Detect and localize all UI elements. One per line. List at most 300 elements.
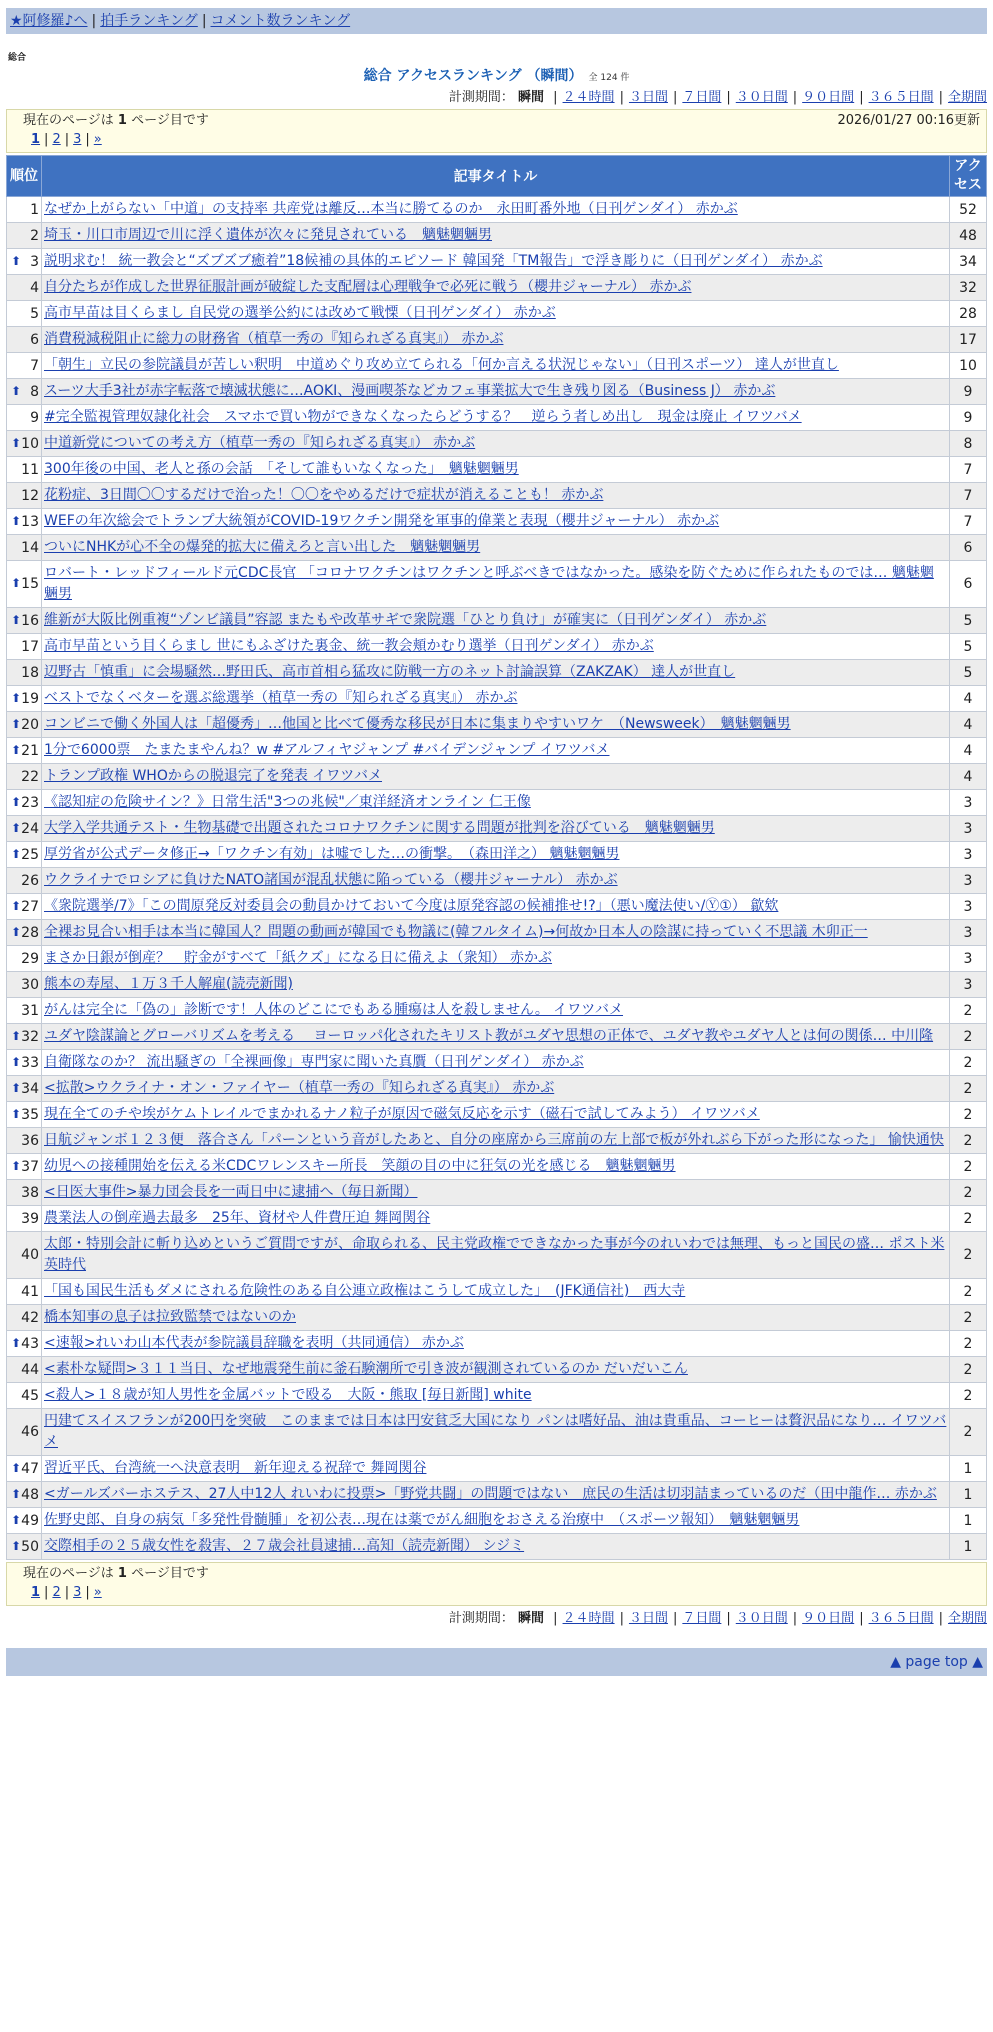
article-title-link[interactable]: 交際相手の２５歳女性を殺害、２７歳会社員逮捕…高知（読売新聞） シジミ [44, 1538, 525, 1554]
period-link[interactable]: ７日間 [682, 1611, 722, 1626]
article-title-link[interactable]: 「朝生」立民の参院議員が苦しい釈明 中道めぐり攻め立てられる「何か言える状況じゃない」（日刊スポーツ） 達人が世直し [44, 357, 839, 373]
period-link[interactable]: ９０日間 [802, 1611, 855, 1626]
article-title-link[interactable]: ユダヤ陰謀論とグローバリズムを考える ＿ヨーロッパ化されたキリスト教がユダヤ思想の正体で、ユダヤ教やユダヤ人とは何の関係… 中川隆 [44, 1028, 934, 1044]
rank-cell [7, 634, 42, 660]
period-separator: | [553, 1611, 558, 1626]
rank-number: 32 [21, 1028, 39, 1045]
article-title-link[interactable]: 《衆院選挙/7》「この間原発反対委員会の動員かけておいて今度は原発容認の候補推せ!?」（悪い魔法使い/Ⓨ①） 歙欸 [44, 898, 779, 914]
table-row [7, 223, 987, 249]
rank-number: 30 [21, 976, 39, 993]
rank-number: 29 [21, 950, 39, 967]
title-cell [42, 868, 950, 894]
table-row [7, 275, 987, 301]
rank-number: 19 [21, 690, 39, 707]
up-arrow-icon: ⬆ [11, 612, 22, 627]
rank-cell [7, 197, 42, 223]
table-row [7, 431, 987, 457]
access-count: 5 [950, 634, 987, 660]
page-link-3[interactable]: 3 [73, 1585, 82, 1600]
up-arrow-icon: ⬆ [11, 1538, 22, 1553]
rank-cell [7, 738, 42, 764]
rank-number: 18 [21, 664, 39, 681]
rank-cell [7, 920, 42, 946]
rank-number: 2 [30, 227, 39, 244]
rank-number: 46 [21, 1424, 39, 1440]
title-cell [42, 249, 950, 275]
article-title-link[interactable]: 厚労省が公式データ修正→「ワクチン有効」は嘘でした…の衝撃。 （森田洋之） 魑魅魍魎男 [44, 846, 620, 862]
article-title-link[interactable]: WEFの年次総会でトランプ大統領がCOVID-19ワクチン開発を軍事的偉業と表現（櫻井ジャーナル） 赤かぶ [44, 513, 720, 529]
period-link[interactable]: ２４時間 [562, 1611, 615, 1626]
rank-cell [7, 1180, 42, 1206]
table-row [7, 1180, 987, 1206]
table-row [7, 1357, 987, 1383]
article-title-link[interactable]: ウクライナでロシアに負けたNATO諸国が混乱状態に陥っている（櫻井ジャーナル） 赤かぶ [44, 872, 618, 888]
table-row [7, 1508, 987, 1534]
page-link-3[interactable]: 3 [73, 132, 82, 147]
access-count: 2 [950, 1279, 987, 1305]
next-page-link[interactable]: » [93, 132, 102, 147]
page-links [23, 1583, 980, 1603]
access-count: 2 [950, 1206, 987, 1232]
article-title-link[interactable]: 太郎・特別会計に斬り込めというご質問ですが、命取られる、民主党政権でできなかった事が今のれいわでは無理、もっと国民の盛… ポスト米英時代 [44, 1236, 945, 1273]
access-count: 2 [950, 1331, 987, 1357]
access-count: 5 [950, 608, 987, 634]
table-row [7, 738, 987, 764]
rank-cell [7, 868, 42, 894]
page-separator: | [44, 1585, 49, 1600]
article-title-link[interactable]: 大学入学共通テスト・生物基礎で出題されたコロナワクチンに関する問題が批判を浴びている 魑魅魍魎男 [44, 820, 715, 836]
rank-number: 6 [30, 331, 39, 348]
rank-cell [7, 1508, 42, 1534]
header-title: 記事タイトル [42, 156, 950, 197]
article-title-link[interactable]: <殺人>１８歳が知人男性を金属バットで殴る 大阪・熊取 [毎日新聞] white [44, 1387, 532, 1403]
title-cell [42, 1305, 950, 1331]
title-cell [42, 894, 950, 920]
table-row [7, 1232, 987, 1279]
title-cell [42, 1279, 950, 1305]
page-separator: | [85, 1585, 90, 1600]
period-link[interactable]: 全期間 [947, 1611, 987, 1626]
access-count: 2 [950, 1102, 987, 1128]
rank-number: 31 [21, 1002, 39, 1019]
rank-cell [7, 816, 42, 842]
up-arrow-icon: ⬆ [11, 1080, 22, 1095]
access-count: 8 [950, 431, 987, 457]
header-rank: 順位 [7, 156, 42, 197]
article-title-link[interactable]: 円建てスイスフランが200円を突破 このままでは日本は円安貧乏大国になり パンは嗜好品、油は貴重品、コーヒーは贅沢品になり… イワツバメ [44, 1413, 947, 1450]
rank-cell [7, 972, 42, 998]
title-cell [42, 1206, 950, 1232]
title-cell [42, 1024, 950, 1050]
rank-number: 13 [21, 513, 39, 530]
article-title-link[interactable]: 習近平氏、台湾統一へ決意表明 新年迎える祝辞で 舞岡関谷 [44, 1460, 427, 1476]
rank-cell [7, 483, 42, 509]
article-title-link[interactable]: 《認知症の危険サイン？》日常生活"3つの兆候"／東洋経済オンライン 仁王像 [44, 794, 531, 810]
title-cell [42, 1076, 950, 1102]
page-separator: | [64, 132, 70, 147]
rank-cell [7, 1279, 42, 1305]
page-link-1[interactable]: 1 [31, 1585, 41, 1600]
article-title-link[interactable]: 花粉症、3日間〇〇するだけで治った！〇〇をやめるだけで症状が消えることも！ 赤かぶ [44, 487, 604, 503]
title-cell [42, 379, 950, 405]
article-title-link[interactable]: 1分で6000票 たまたまやんね？w #アルフィヤジャンプ #バイデンジャンプ イワツバメ [44, 742, 610, 758]
bottom-bar [6, 1648, 987, 1676]
top-nav-bar [6, 8, 987, 34]
rank-number: 44 [21, 1361, 39, 1378]
title-cell [42, 1232, 950, 1279]
period-separator: | [859, 1611, 864, 1626]
access-count: 3 [950, 972, 987, 998]
page-link-2[interactable]: 2 [52, 1585, 61, 1600]
article-title-link[interactable]: まさか日銀が倒産？ 貯金がすべて「紙クズ」になる日に備えよ（衆知） 赤かぶ [44, 950, 553, 966]
article-title-link[interactable]: <日医大事件>暴力団会長を一両日中に逮捕へ（毎日新聞） [44, 1184, 418, 1200]
comment-ranking-link[interactable]: コメント数ランキング [210, 13, 351, 29]
period-separator: | [792, 90, 798, 105]
period-link[interactable]: ３日間 [628, 1611, 668, 1626]
period-link[interactable]: ３６５日間 [868, 1611, 934, 1626]
rank-number: 4 [30, 279, 39, 296]
next-page-link[interactable]: » [93, 1585, 102, 1600]
page-link-1[interactable]: 1 [31, 132, 41, 147]
rank-number: 22 [21, 768, 39, 785]
table-row [7, 894, 987, 920]
title-cell [42, 1508, 950, 1534]
access-count: 52 [950, 197, 987, 223]
title-cell [42, 561, 950, 608]
up-arrow-icon: ⬆ [11, 1158, 22, 1173]
up-arrow-icon: ⬆ [11, 1028, 22, 1043]
rank-cell [7, 1331, 42, 1357]
article-title-link[interactable]: がんは完全に「偽の」診断です！人体のどこにでもある腫瘍は人を殺しません。 イワツバメ [44, 1002, 624, 1018]
access-count: 7 [950, 483, 987, 509]
period-separator: | [792, 1611, 798, 1626]
period-separator: | [553, 90, 558, 105]
article-title-link[interactable]: 維新が大阪比例重複“ゾンビ議員”容認 またもや改革サギで衆院選「ひとり負け」が確実に（日刊ゲンダイ） 赤かぶ [44, 612, 767, 628]
access-count: 9 [950, 379, 987, 405]
access-count: 32 [950, 275, 987, 301]
rank-number: 38 [21, 1184, 39, 1201]
rank-number: 39 [21, 1210, 39, 1227]
title-cell [42, 1534, 950, 1560]
period-separator: | [938, 1611, 943, 1626]
table-row [7, 327, 987, 353]
up-arrow-icon: ⬆ [11, 924, 22, 939]
article-title-link[interactable]: 佐野史郎、自身の病気「多発性骨髄腫」を初公表…現在は薬でがん細胞をおさえる治療中 （スポーツ報知） 魑魅魍魎男 [44, 1512, 800, 1528]
rank-cell [7, 998, 42, 1024]
access-count: 3 [950, 946, 987, 972]
table-row [7, 764, 987, 790]
article-title-link[interactable]: ロバート・レッドフィールド元CDC長官 「コロナワクチンはワクチンと呼ぶべきではなかった。感染を防ぐために作られたものでは… 魑魅魍魎男 [44, 565, 934, 602]
period-link[interactable]: ９０日間 [802, 90, 855, 105]
article-title-link[interactable]: 高市早苗という目くらまし 世にもふざけた裏金、統一教会頬かむり選挙（日刊ゲンダイ） 赤かぶ [44, 638, 654, 654]
rank-number: 8 [30, 383, 39, 400]
table-row [7, 686, 987, 712]
rank-number: 10 [21, 435, 39, 452]
table-row [7, 249, 987, 275]
article-title-link[interactable]: <速報>れいわ山本代表が参院議員辞職を表明（共同通信） 赤かぶ [44, 1335, 464, 1351]
table-row [7, 790, 987, 816]
article-title-link[interactable]: 自衛隊なのか？ 流出騒ぎの「全裸画像」専門家に聞いた真贋（日刊ゲンダイ） 赤かぶ [44, 1054, 584, 1070]
article-title-link[interactable]: 現在全てのチや埃がケムトレイルでまかれるナノ粒子が原因で磁気反応を示す（磁石で試してみよう） イワツバメ [44, 1106, 760, 1122]
title-cell [42, 1456, 950, 1482]
rank-cell [7, 1206, 42, 1232]
rank-number: 40 [21, 1247, 39, 1263]
rank-number: 5 [30, 305, 39, 322]
rank-number: 43 [21, 1335, 39, 1352]
up-arrow-icon: ⬆ [11, 716, 22, 731]
article-title-link[interactable]: #完全監視管理奴隷化社会 スマホで買い物ができなくなったらどうする？ 逆らう者しめ出し 現金は廃止 イワツバメ [44, 409, 802, 425]
rank-number: 11 [21, 461, 39, 478]
period-link[interactable]: ２４時間 [562, 90, 615, 105]
table-row [7, 1456, 987, 1482]
rank-cell [7, 509, 42, 535]
ranking-table [6, 155, 987, 1560]
table-row [7, 842, 987, 868]
access-count: 3 [950, 790, 987, 816]
period-link[interactable]: ３日間 [628, 90, 668, 105]
table-row [7, 405, 987, 431]
rank-cell [7, 1357, 42, 1383]
rank-cell [7, 223, 42, 249]
access-count: 5 [950, 660, 987, 686]
article-title-link[interactable]: 300年後の中国、老人と孫の会話 「そして誰もいなくなった」 魑魅魍魎男 [44, 461, 519, 477]
article-title-link[interactable]: 消費税減税阻止に総力の財務省（植草一秀の『知られざる真実』） 赤かぶ [44, 331, 504, 347]
table-row [7, 1076, 987, 1102]
title-cell [42, 1331, 950, 1357]
article-title-link[interactable]: 辺野古「慎重」に会場騒然…野田氏、高市首相ら猛攻に防戦一方のネット討論誤算（ZAKZAK） 達人が世直し [44, 664, 736, 680]
access-count: 4 [950, 764, 987, 790]
article-title-link[interactable]: 中道新党についての考え方（植草一秀の『知られざる真実』） 赤かぶ [44, 435, 476, 451]
rank-cell [7, 1232, 42, 1279]
rank-number: 9 [30, 409, 39, 426]
access-count: 3 [950, 816, 987, 842]
rank-cell [7, 790, 42, 816]
rank-cell [7, 842, 42, 868]
table-row [7, 1050, 987, 1076]
article-title-link[interactable]: 幼児への接種開始を伝える米CDCワレンスキー所長 笑顔の目の中に狂気の光を感じる 魑魅魍魎男 [44, 1158, 676, 1174]
article-title-link[interactable]: 全裸お見合い相手は本当に韓国人？問題の動画が韓国でも物議に(韓フルタイム)→何故か日本人の陰謀に持っていく不思議 木卯正一 [44, 924, 868, 940]
rank-cell [7, 894, 42, 920]
period-separator: | [672, 1611, 678, 1626]
article-title-link[interactable]: 橋本知事の息子は拉致監禁ではないのか [44, 1309, 296, 1325]
rank-number: 16 [21, 612, 39, 629]
rank-number: 7 [30, 357, 39, 374]
title-cell [42, 1482, 950, 1508]
title-cell [42, 275, 950, 301]
access-count: 1 [950, 1534, 987, 1560]
up-arrow-icon: ⬆ [11, 1106, 22, 1121]
rank-number: 12 [21, 487, 39, 504]
rank-number: 27 [21, 898, 39, 915]
period-link[interactable]: ３０日間 [735, 90, 788, 105]
table-row [7, 1331, 987, 1357]
page-link-2[interactable]: 2 [52, 132, 61, 147]
title-cell [42, 972, 950, 998]
table-row [7, 920, 987, 946]
table-row [7, 998, 987, 1024]
title-cell [42, 1357, 950, 1383]
up-arrow-icon: ⬆ [11, 898, 22, 913]
article-title-link[interactable]: <ガールズバーホステス、27人中12人 れいわに投票>「野党共闘」の問題ではない 庶民の生活は切羽詰まっているのだ（田中龍作… 赤かぶ [44, 1486, 937, 1502]
title-cell [42, 920, 950, 946]
article-title-link[interactable]: 高市早苗は目くらまし 自民党の選挙公約には改めて戦慄（日刊ゲンダイ） 赤かぶ [44, 305, 556, 321]
rank-cell [7, 1076, 42, 1102]
article-title-link[interactable]: なぜか上がらない「中道」の支持率 共産党は離反…本当に勝てるのか 永田町番外地（日刊ゲンダイ） 赤かぶ [44, 201, 738, 217]
rank-number: 47 [21, 1460, 39, 1477]
table-row [7, 972, 987, 998]
rank-cell [7, 405, 42, 431]
article-title-link[interactable]: 日航ジャンボ１２３便 落合さん「パーンという音がしたあと、自分の座席から三席前の左上部で板が外れぶら下がった形になった」 愉快通快 [44, 1132, 944, 1148]
home-link[interactable]: ★阿修羅♪へ [10, 13, 88, 29]
period-link[interactable]: ７日間 [682, 90, 722, 105]
table-row [7, 1102, 987, 1128]
title-cell [42, 998, 950, 1024]
rank-number: 37 [21, 1158, 39, 1175]
title-cell [42, 1409, 950, 1456]
up-arrow-icon: ⬆ [11, 1054, 22, 1069]
article-title-link[interactable]: 熊本の寿屋、１万３千人解雇(読売新聞) [44, 976, 293, 992]
article-title-link[interactable]: トランプ政権 WHOからの脱退完了を発表 イワツバメ [44, 768, 383, 784]
rank-cell [7, 457, 42, 483]
table-row [7, 353, 987, 379]
access-count: 2 [950, 998, 987, 1024]
period-current: 瞬間 [518, 1611, 545, 1626]
title-cell [42, 1128, 950, 1154]
article-title-link[interactable]: 埼玉・川口市周辺で川に浮く遺体が次々に発見されている 魑魅魍魎男 [44, 227, 492, 243]
rank-number: 1 [30, 201, 39, 218]
title-cell [42, 790, 950, 816]
period-link[interactable]: ３０日間 [735, 1611, 788, 1626]
access-count: 3 [950, 894, 987, 920]
rank-number: 42 [21, 1309, 39, 1326]
up-arrow-icon: ⬆ [11, 742, 22, 757]
rank-cell [7, 1128, 42, 1154]
access-count: 34 [950, 249, 987, 275]
rank-cell [7, 431, 42, 457]
access-count: 4 [950, 712, 987, 738]
period-link[interactable]: ３６５日間 [868, 90, 934, 105]
rank-number: 35 [21, 1106, 39, 1123]
rank-cell [7, 249, 42, 275]
article-title-link[interactable]: <拡散>ウクライナ・オン・ファイヤー（植草一秀の『知られざる真実』） 赤かぶ [44, 1080, 555, 1096]
access-count: 2 [950, 1050, 987, 1076]
table-row [7, 1383, 987, 1409]
up-arrow-icon: ⬆ [11, 253, 22, 268]
table-row [7, 1409, 987, 1456]
up-arrow-icon: ⬆ [11, 435, 22, 450]
period-selector-top [6, 87, 987, 109]
rank-number: 41 [21, 1283, 39, 1300]
access-count: 7 [950, 457, 987, 483]
period-separator: | [672, 90, 678, 105]
rank-number: 45 [21, 1387, 39, 1404]
up-arrow-icon: ⬆ [11, 576, 22, 590]
access-count: 2 [950, 1232, 987, 1279]
article-title-link[interactable]: <素朴な疑問>３１１当日、なぜ地震発生前に釜石験潮所で引き波が観測されているのか だいだいこん [44, 1361, 688, 1377]
title-cell [42, 686, 950, 712]
article-title-link[interactable]: 農業法人の倒産過去最多 25年、資材や人件費圧迫 舞岡関谷 [44, 1210, 431, 1226]
table-row [7, 509, 987, 535]
period-label: 計測期間： [448, 90, 514, 105]
period-separator: | [726, 1611, 731, 1626]
rank-cell [7, 946, 42, 972]
rank-number: 28 [21, 924, 39, 941]
rank-cell [7, 1102, 42, 1128]
title-cell [42, 946, 950, 972]
article-title-link[interactable]: ついにNHKが心不全の爆発的拡大に備えろと言い出した 魑魅魍魎男 [44, 539, 481, 555]
article-title-link[interactable]: ベストでなくベターを選ぶ総選挙（植草一秀の『知られざる真実』） 赤かぶ [44, 690, 518, 706]
article-title-link[interactable]: 説明求む！ 統一教会と“ズブズブ癒着”18候補の具体的エピソード 韓国発「TM報告」で浮き彫りに（日刊ゲンダイ） 赤かぶ [44, 253, 823, 269]
title-cell [42, 634, 950, 660]
access-count: 2 [950, 1305, 987, 1331]
article-title-link[interactable]: コンビニで働く外国人は「超優秀」…他国と比べて優秀な移民が日本に集まりやすいワケ （Newsweek） 魑魅魍魎男 [44, 716, 791, 732]
applause-ranking-link[interactable]: 拍手ランキング [100, 13, 198, 29]
period-link[interactable]: 全期間 [947, 90, 987, 105]
rank-cell [7, 353, 42, 379]
title-cell [42, 301, 950, 327]
rank-number: 48 [21, 1486, 39, 1503]
title-cell [42, 223, 950, 249]
table-row [7, 197, 987, 223]
rank-number: 15 [21, 576, 39, 592]
period-selector-bottom [6, 1608, 987, 1630]
access-count: 2 [950, 1024, 987, 1050]
rank-cell [7, 1456, 42, 1482]
rank-number: 23 [21, 794, 39, 811]
access-count: 1 [950, 1508, 987, 1534]
up-arrow-icon: ⬆ [11, 794, 22, 809]
table-row [7, 1534, 987, 1560]
title-cell [42, 1180, 950, 1206]
period-separator: | [619, 90, 624, 105]
rank-number: 17 [21, 638, 39, 655]
access-count: 10 [950, 353, 987, 379]
table-row [7, 1482, 987, 1508]
title-cell [42, 712, 950, 738]
article-title-link[interactable]: 「国も国民生活もダメにされる危険性のある自公連立政権はこうして成立した」 (JFK通信社) 西大寺 [44, 1283, 686, 1299]
rank-number: 21 [21, 742, 39, 759]
access-count: 2 [950, 1154, 987, 1180]
article-title-link[interactable]: 自分たちが作成した世界征服計画が破綻した支配層は心理戦争で必死に戦う（櫻井ジャーナル） 赤かぶ [44, 279, 692, 295]
table-row [7, 634, 987, 660]
rank-number: 26 [21, 872, 39, 889]
rank-cell [7, 1154, 42, 1180]
table-row [7, 535, 987, 561]
period-links [548, 90, 987, 105]
rank-cell [7, 608, 42, 634]
title-cell [42, 816, 950, 842]
article-title-link[interactable]: スーツ大手3社が赤字転落で壊滅状態に…AOKI、漫画喫茶などカフェ事業拡大で生き残り図る（Business J） 赤かぶ [44, 383, 776, 399]
table-row [7, 660, 987, 686]
page-top-link[interactable]: ▲ page top ▲ [890, 1654, 983, 1670]
page-separator: | [44, 132, 49, 147]
rank-cell [7, 686, 42, 712]
rank-cell [7, 301, 42, 327]
period-separator: | [726, 90, 731, 105]
rank-number: 34 [21, 1080, 39, 1097]
access-count: 28 [950, 301, 987, 327]
section-label: 総合 [8, 53, 27, 63]
period-current: 瞬間 [518, 90, 545, 105]
title-cell [42, 764, 950, 790]
title-cell [42, 353, 950, 379]
nav-separator: | [91, 13, 97, 29]
page-title [6, 67, 987, 87]
table-row [7, 1206, 987, 1232]
access-count: 17 [950, 327, 987, 353]
rank-cell [7, 1482, 42, 1508]
access-count: 7 [950, 509, 987, 535]
